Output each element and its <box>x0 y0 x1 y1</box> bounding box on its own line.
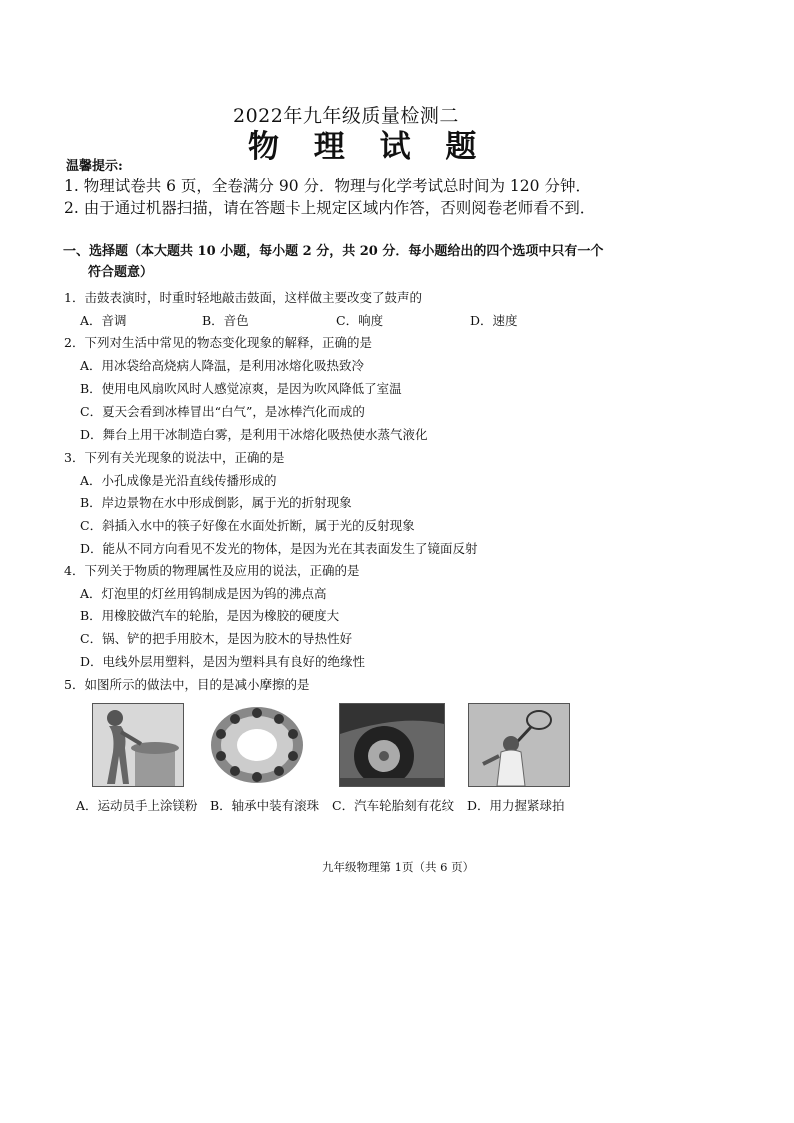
question-option: A．灯泡里的灯丝用钨制成是因为钨的沸点高 <box>80 586 327 601</box>
exam-subtitle: 2022年九年级质量检测二 <box>233 105 459 127</box>
gymnast-chalk-image <box>92 703 184 787</box>
question-option: A．音调 <box>80 313 127 328</box>
question-stem: 1．击鼓表演时，时重时轻地敲击鼓面，这样做主要改变了鼓声的 <box>64 290 422 305</box>
figure-caption: A．运动员手上涂镁粉 <box>76 798 198 813</box>
question-option: A．小孔成像是光沿直线传播形成的 <box>80 473 277 488</box>
question-option: C．响度 <box>336 313 384 328</box>
question-option: D．速度 <box>470 313 518 328</box>
page-footer: 九年级物理第 1页（共 6 页） <box>322 860 475 874</box>
question-stem: 4．下列关于物质的物理属性及应用的说法，正确的是 <box>64 563 360 578</box>
question-option: B．使用电风扇吹风时人感觉凉爽，是因为吹风降低了室温 <box>80 381 402 396</box>
question-option: D．能从不同方向看见不发光的物体，是因为光在其表面发生了镜面反射 <box>80 541 478 556</box>
section-heading-cont: 符合题意） <box>88 265 154 280</box>
tip-item: 2. 由于通过机器扫描，请在答题卡上规定区域内作答，否则阅卷老师看不到． <box>64 199 596 217</box>
car-tire-image <box>339 703 445 787</box>
tip-item: 1. 物理试卷共 6 页，全卷满分 90 分．物理与化学考试总时间为 120 分钟． <box>64 177 591 195</box>
figure-caption: C．汽车轮胎刻有花纹 <box>332 798 455 813</box>
question-stem: 3．下列有关光现象的说法中，正确的是 <box>64 450 285 465</box>
question-option: D．电线外层用塑料，是因为塑料具有良好的绝缘性 <box>80 654 366 669</box>
exam-title: 物 理 试 题 <box>248 129 489 165</box>
figure-caption: D．用力握紧球拍 <box>467 798 565 813</box>
question-option: C．夏天会看到冰棒冒出“白气”，是冰棒汽化而成的 <box>80 404 365 419</box>
tips-heading: 温馨提示: <box>66 159 123 174</box>
question-option: C．锅、铲的把手用胶木，是因为胶木的导热性好 <box>80 631 353 646</box>
ball-bearing-image <box>206 703 308 787</box>
section-heading: 一、选择题（本大题共 10 小题，每小题 2 分，共 20 分．每小题给出的四个选项中只有一个 <box>63 244 604 259</box>
figure-caption: B．轴承中装有滚珠 <box>210 798 320 813</box>
tennis-player-image <box>468 703 570 787</box>
question-option: B．岸边景物在水中形成倒影，属于光的折射现象 <box>80 495 352 510</box>
question-option: B．用橡胶做汽车的轮胎，是因为橡胶的硬度大 <box>80 608 340 623</box>
question-option: C．斜插入水中的筷子好像在水面处折断，属于光的反射现象 <box>80 518 415 533</box>
question-option: D．舞台上用干冰制造白雾，是利用干冰熔化吸热使水蒸气液化 <box>80 427 428 442</box>
question-option: A．用冰袋给高烧病人降温，是利用冰熔化吸热致冷 <box>80 358 365 373</box>
question-stem: 5．如图所示的做法中，目的是减小摩擦的是 <box>64 677 310 692</box>
question-option: B．音色 <box>202 313 249 328</box>
question-stem: 2．下列对生活中常见的物态变化现象的解释，正确的是 <box>64 335 372 350</box>
